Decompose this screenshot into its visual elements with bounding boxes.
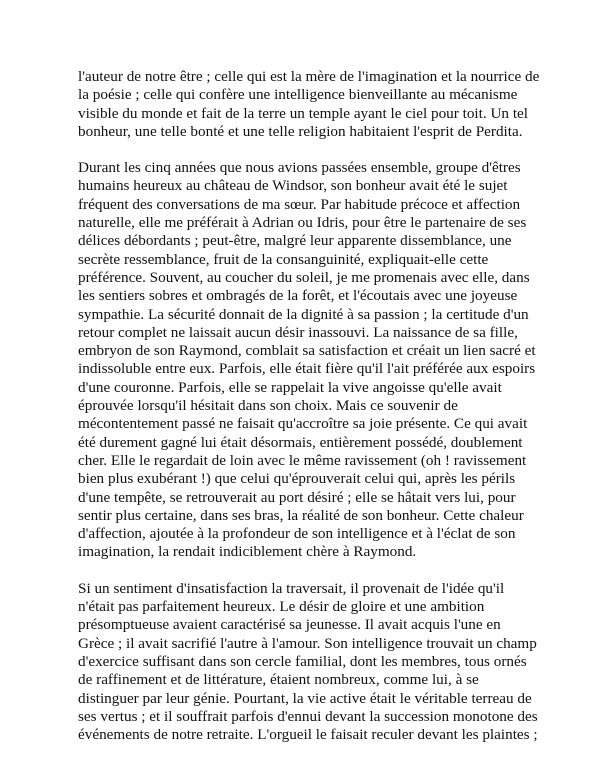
paragraph-2 bbox=[78, 159, 556, 562]
text-line: sentir plus certaine, dans ses bras, la réalité de son bonheur. Cette chaleur bbox=[78, 506, 524, 524]
text-line: embryon de son Raymond, comblait sa satisfaction et créait un lien sacré et bbox=[78, 342, 536, 360]
text-line: d'exercice suffisant dans son cercle familial, dont les membres, tous ornés bbox=[78, 652, 527, 670]
text-line: délices débordants ; peut-être, malgré leur apparente dissemblance, une bbox=[78, 232, 512, 250]
text-line: éprouvée lorsqu'il hésitait dans son choix. Mais ce souvenir de bbox=[78, 397, 458, 415]
text-line: ses vertus ; et il souffrait parfois d'ennui devant la succession monotone des bbox=[78, 707, 538, 725]
text-line: Grèce ; il avait sacrifié l'autre à l'amour. Son intelligence trouvait un champ bbox=[78, 634, 537, 652]
text-line: les sentiers sobres et ombragés de la forêt, et l'écoutais avec une joyeuse bbox=[78, 287, 518, 305]
text-line: fréquent des conversations de ma sœur. Par habitude précoce et affection bbox=[78, 195, 521, 213]
text-line: mécontentement passé ne faisait qu'accroître sa joie présente. Ce qui avait bbox=[78, 415, 528, 433]
text-line: la poésie ; celle qui confère une intelligence bienveillante au mécanisme bbox=[78, 86, 518, 104]
text-line: Durant les cinq années que nous avions passées ensemble, groupe d'êtres bbox=[78, 159, 521, 177]
text-line: d'une tempête, se retrouverait au port désiré ; elle se hâtait vers lui, pour bbox=[78, 488, 516, 506]
text-line: de raffinement et de littérature, étaient nombreux, comme lui, à se bbox=[78, 671, 479, 689]
text-line: d'une couronne. Parfois, elle se rappelait la vive angoisse qu'elle avait bbox=[78, 378, 502, 396]
text-line: d'affection, ajoutée à la profondeur de son intelligence et à l'éclat de son bbox=[78, 525, 516, 543]
paragraph-1 bbox=[78, 68, 556, 141]
body-text bbox=[78, 68, 556, 762]
text-line: bien plus exubérant !) que celui qu'éprouverait celui qui, après les périls bbox=[78, 470, 516, 488]
text-line: n'était pas parfaitement heureux. Le désir de gloire et une ambition bbox=[78, 598, 485, 616]
text-line: visible du monde et fait de la terre un temple ayant le ciel pour toit. Un tel bbox=[78, 104, 528, 122]
text-line: présomptueuse avaient caractérisé sa jeunesse. Il avait acquis l'une en bbox=[78, 616, 501, 634]
text-line: retour complet ne laissait aucun désir inassouvi. La naissance de sa fille, bbox=[78, 323, 518, 341]
text-line: secrète ressemblance, fruit de la consanguinité, expliquait-elle cette bbox=[78, 250, 489, 268]
text-line: Si un sentiment d'insatisfaction la traversait, il provenait de l'idée qu'il bbox=[78, 579, 505, 597]
text-line: distinguer par leur génie. Pourtant, la vie active était le véritable terreau de bbox=[78, 689, 532, 707]
text-line: imagination, la rendait indiciblement chère à Raymond. bbox=[78, 543, 417, 561]
text-line: sympathie. La sécurité donnait de la dignité à sa passion ; la certitude d'un bbox=[78, 305, 529, 323]
text-line: événements de notre retraite. L'orgueil le faisait reculer devant les plaintes ; bbox=[78, 726, 538, 744]
text-line: préférence. Souvent, au coucher du soleil, je me promenais avec elle, dans bbox=[78, 268, 530, 286]
text-line: humains heureux au château de Windsor, son bonheur avait été le sujet bbox=[78, 177, 508, 195]
text-line: cher. Elle le regardait de loin avec le même ravissement (oh ! ravissement bbox=[78, 451, 527, 469]
text-line: bonheur, une telle bonté et une telle religion habitaient l'esprit de Perdita. bbox=[78, 122, 523, 140]
paragraph-3 bbox=[78, 580, 556, 745]
text-line: naturelle, elle me préférait à Adrian ou Idris, pour être le partenaire de ses bbox=[78, 214, 527, 232]
text-line: été durement gagné lui était désormais, entièrement possédé, doublement bbox=[78, 433, 523, 451]
text-line: indissoluble entre eux. Parfois, elle était fière qu'il l'ait préférée aux espoirs bbox=[78, 360, 536, 378]
text-line: l'auteur de notre être ; celle qui est la mère de l'imagination et la nourrice de bbox=[78, 68, 540, 85]
